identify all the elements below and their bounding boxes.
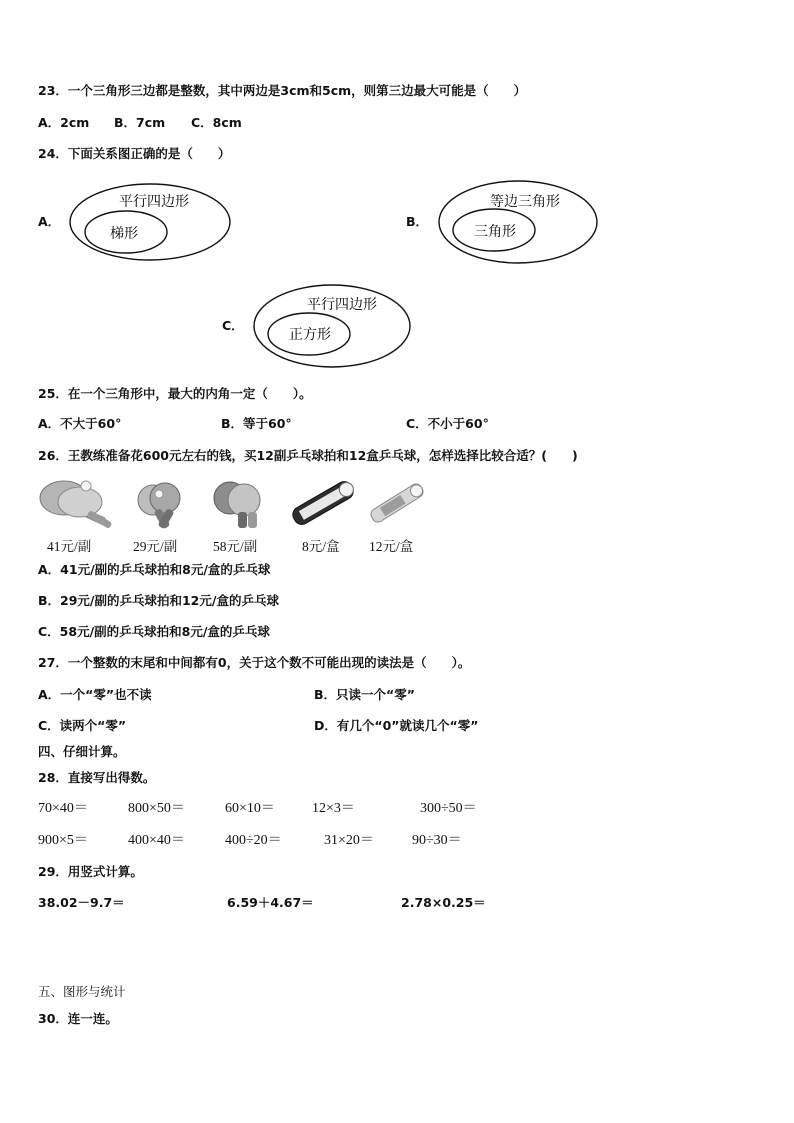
q26-option-c: C．58元/副的乒乓球拍和8元/盒的乒乓球 bbox=[38, 624, 270, 639]
vertical-calc-item: 2.78×0.25＝ bbox=[401, 895, 486, 910]
item-price-2: 29元/副 bbox=[133, 539, 178, 554]
calc-item: 70×40＝ bbox=[38, 801, 88, 816]
item-price-3: 58元/副 bbox=[213, 539, 258, 554]
q24-stem: 24．下面关系图正确的是（ ） bbox=[38, 146, 231, 161]
q23-option-b: B．7cm bbox=[114, 115, 166, 130]
q24-option-b-label: B． bbox=[406, 214, 429, 229]
q24-diagram-b bbox=[435, 178, 603, 268]
calc-item: 12×3＝ bbox=[312, 801, 355, 816]
q23-option-c: C．8cm bbox=[191, 115, 242, 130]
q24-option-a-label: A． bbox=[38, 214, 61, 229]
item-price-4: 8元/盒 bbox=[302, 539, 340, 554]
vertical-calc-item: 38.02－9.7＝ bbox=[38, 895, 125, 910]
q28-stem: 28．直接写出得数。 bbox=[38, 770, 156, 785]
q23-stem: 23．一个三角形三边都是整数，其中两边是3cm和5cm，则第三边最大可能是（ ） bbox=[38, 83, 527, 98]
q24-diagram-a bbox=[66, 180, 236, 264]
q29-stem: 29．用竖式计算。 bbox=[38, 864, 143, 879]
outer-label: 平行四边形 bbox=[307, 297, 377, 313]
calc-item: 60×10＝ bbox=[225, 801, 275, 816]
calc-item: 400÷20＝ bbox=[225, 833, 282, 848]
paddle-set-icon bbox=[36, 476, 116, 532]
inner-label: 三角形 bbox=[474, 224, 516, 240]
q27-option-c: C．读两个“零” bbox=[38, 718, 127, 733]
q25-option-c: C．不小于60° bbox=[406, 416, 489, 431]
ball-tube-icon bbox=[288, 476, 358, 530]
paddle-ball-icon bbox=[131, 478, 187, 534]
q30-stem: 30．连一连。 bbox=[38, 1011, 118, 1026]
q26-option-b: B．29元/副的乒乓球拍和12元/盒的乒乓球 bbox=[38, 593, 279, 608]
q25-option-a: A．不大于60° bbox=[38, 416, 122, 431]
q25-stem: 25．在一个三角形中，最大的内角一定（ ）。 bbox=[38, 386, 312, 401]
calc-item: 300÷50＝ bbox=[420, 801, 477, 816]
calc-item: 800×50＝ bbox=[128, 801, 185, 816]
q27-stem: 27．一个整数的末尾和中间都有0，关于这个数不可能出现的读法是（ ）。 bbox=[38, 655, 471, 670]
q26-stem: 26．王教练准备花600元左右的钱，买12副乒乓球拍和12盒乒乓球，怎样选择比较合适？( ) bbox=[38, 448, 578, 463]
q24-diagram-c bbox=[250, 282, 416, 372]
calc-item: 90÷30＝ bbox=[412, 833, 462, 848]
q26-option-a: A．41元/副的乒乓球拍和8元/盒的乒乓球 bbox=[38, 562, 271, 577]
section-4-heading: 四、仔细计算。 bbox=[38, 744, 126, 759]
outer-label: 平行四边形 bbox=[119, 194, 189, 210]
q27-option-b: B．只读一个“零” bbox=[314, 687, 415, 702]
q27-option-a: A．一个“零”也不读 bbox=[38, 687, 152, 702]
vertical-calc-item: 6.59＋4.67＝ bbox=[227, 895, 314, 910]
item-price-1: 41元/副 bbox=[47, 539, 92, 554]
calc-item: 400×40＝ bbox=[128, 833, 185, 848]
q24-option-c-label: C． bbox=[222, 318, 244, 333]
inner-label: 梯形 bbox=[110, 226, 138, 242]
paddle-pair-icon bbox=[208, 478, 268, 532]
q23-option-a: A．2cm bbox=[38, 115, 90, 130]
q27-option-d: D．有几个“0”就读几个“零” bbox=[314, 718, 479, 733]
ball-tube-icon bbox=[366, 476, 428, 530]
calc-item: 900×5＝ bbox=[38, 833, 88, 848]
item-price-5: 12元/盒 bbox=[369, 539, 414, 554]
section-5-heading: 五、图形与统计 bbox=[38, 984, 126, 999]
inner-label: 正方形 bbox=[289, 327, 331, 343]
outer-label: 等边三角形 bbox=[490, 194, 560, 210]
calc-item: 31×20＝ bbox=[324, 833, 374, 848]
q25-option-b: B．等于60° bbox=[221, 416, 292, 431]
